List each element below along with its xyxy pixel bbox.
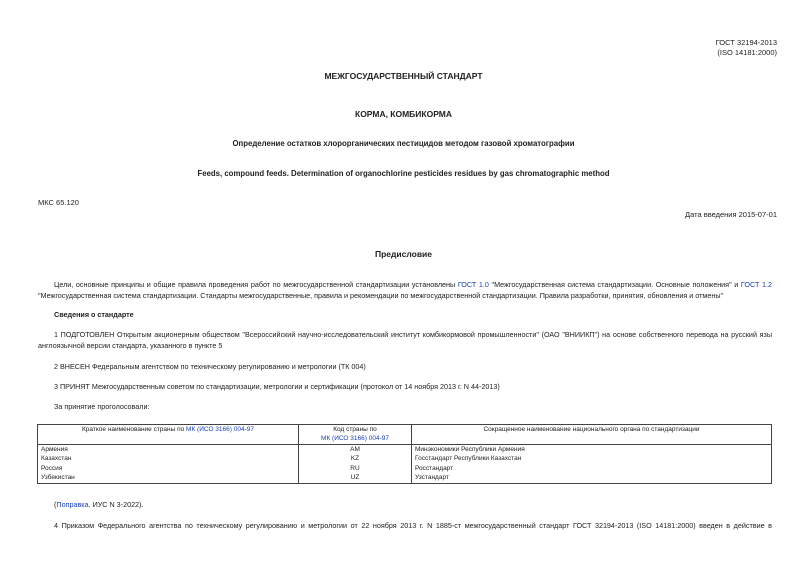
voted-label: За принятие проголосовали:: [54, 402, 150, 411]
body-cell: Госстандарт Республики Казахстан: [412, 455, 772, 465]
info-item-4: 4 Приказом Федерального агентства по техническому регулированию и метрологии от 22 ноября 2013 г. N 1885-ст межгосударственный стандарт ГОСТ 32194-2013 (ISO 14181:2000) введен в действие в: [54, 521, 772, 530]
mk-iso-3166-code-link[interactable]: МК (ИСО 3166) 004-97: [321, 434, 389, 442]
country-cell: Армения: [38, 445, 299, 455]
country-cell: Узбекистан: [38, 474, 299, 484]
subject-title: КОРМА, КОМБИКОРМА: [355, 109, 452, 119]
info-item-2: 2 ВНЕСЕН Федеральным агентством по техническому регулированию и метрологии (ТК 004): [54, 362, 366, 371]
voting-countries-table: [37, 424, 772, 484]
gost-1-2-link[interactable]: ГОСТ 1.2: [740, 280, 772, 289]
gost-1-0-link[interactable]: ГОСТ 1.0: [457, 280, 489, 289]
standard-identifier: [716, 38, 777, 58]
foreword-heading: Предисловие: [374, 249, 433, 259]
iso-number: (ISO 14181:2000): [717, 48, 777, 57]
info-item-3: 3 ПРИНЯТ Межгосударственным советом по стандартизации, метрологии и сертификации (протокол от 14 ноября 2013 г. N 44-2013): [54, 382, 500, 391]
english-title: Feeds, compound feeds. Determination of organochlorine pesticides residues by gas chromatographic method: [197, 169, 610, 178]
table-row: [38, 445, 772, 455]
interstate-heading: МЕЖГОСУДАРСТВЕННЫЙ СТАНДАРТ: [324, 71, 483, 81]
amendment-note: (Поправка. ИУС N 3-2022).: [54, 500, 144, 509]
body-cell: Минэкономики Республики Армения: [412, 445, 772, 455]
mk-iso-3166-link[interactable]: МК (ИСО 3166) 004-97: [186, 426, 254, 433]
table-row: [38, 455, 772, 465]
amendment-link[interactable]: Поправка: [56, 500, 89, 509]
header-national-body: Сокращенное наименование национального органа по стандартизации: [412, 425, 772, 445]
code-cell: AM: [299, 445, 412, 455]
table-row: [38, 474, 772, 484]
standard-info-heading: Сведения о стандарте: [54, 310, 134, 319]
foreword-paragraph: Цели, основные принципы и общие правила проведения работ по межгосударственной стандартизации установлены ГОСТ 1.0 "Межгосударственная система стандартизации. Основные положения" и ГОСТ 1.2 "Межгосударственная система стандартизации. Стандарты межгосударственные, правила и рекомендации по межгосударственной стандартизации. Правила разработки, принятия, обновления и отмены": [38, 280, 772, 300]
country-cell: Казахстан: [38, 455, 299, 465]
code-cell: KZ: [299, 455, 412, 465]
table-row: [38, 464, 772, 474]
info-item-1: 1 ПОДГОТОВЛЕН Открытым акционерным обществом "Всероссийский научно-исследовательский институт комбикормовой промышленности" (ОАО "ВНИИКП") на основе собственного перевода на русский язы англоязычной версии стандарта, указанного в пункте 5: [38, 330, 772, 350]
gost-number: ГОСТ 32194-2013: [715, 38, 777, 47]
country-cell: Россия: [38, 464, 299, 474]
body-cell: Росстандарт: [412, 464, 772, 474]
table-header-row: [38, 425, 772, 445]
code-cell: RU: [299, 464, 412, 474]
body-cell: Узстандарт: [412, 474, 772, 484]
header-country-name: Краткое наименование страны по МК (ИСО 3166) 004-97: [38, 425, 299, 445]
russian-title: Определение остатков хлорорганических пестицидов методом газовой хроматографии: [232, 139, 575, 148]
header-country-code: Код страны по МК (ИСО 3166) 004-97: [299, 425, 412, 445]
mks-code: МКС 65.120: [38, 198, 79, 207]
introduction-date: Дата введения 2015-07-01: [685, 210, 777, 219]
code-cell: UZ: [299, 474, 412, 484]
